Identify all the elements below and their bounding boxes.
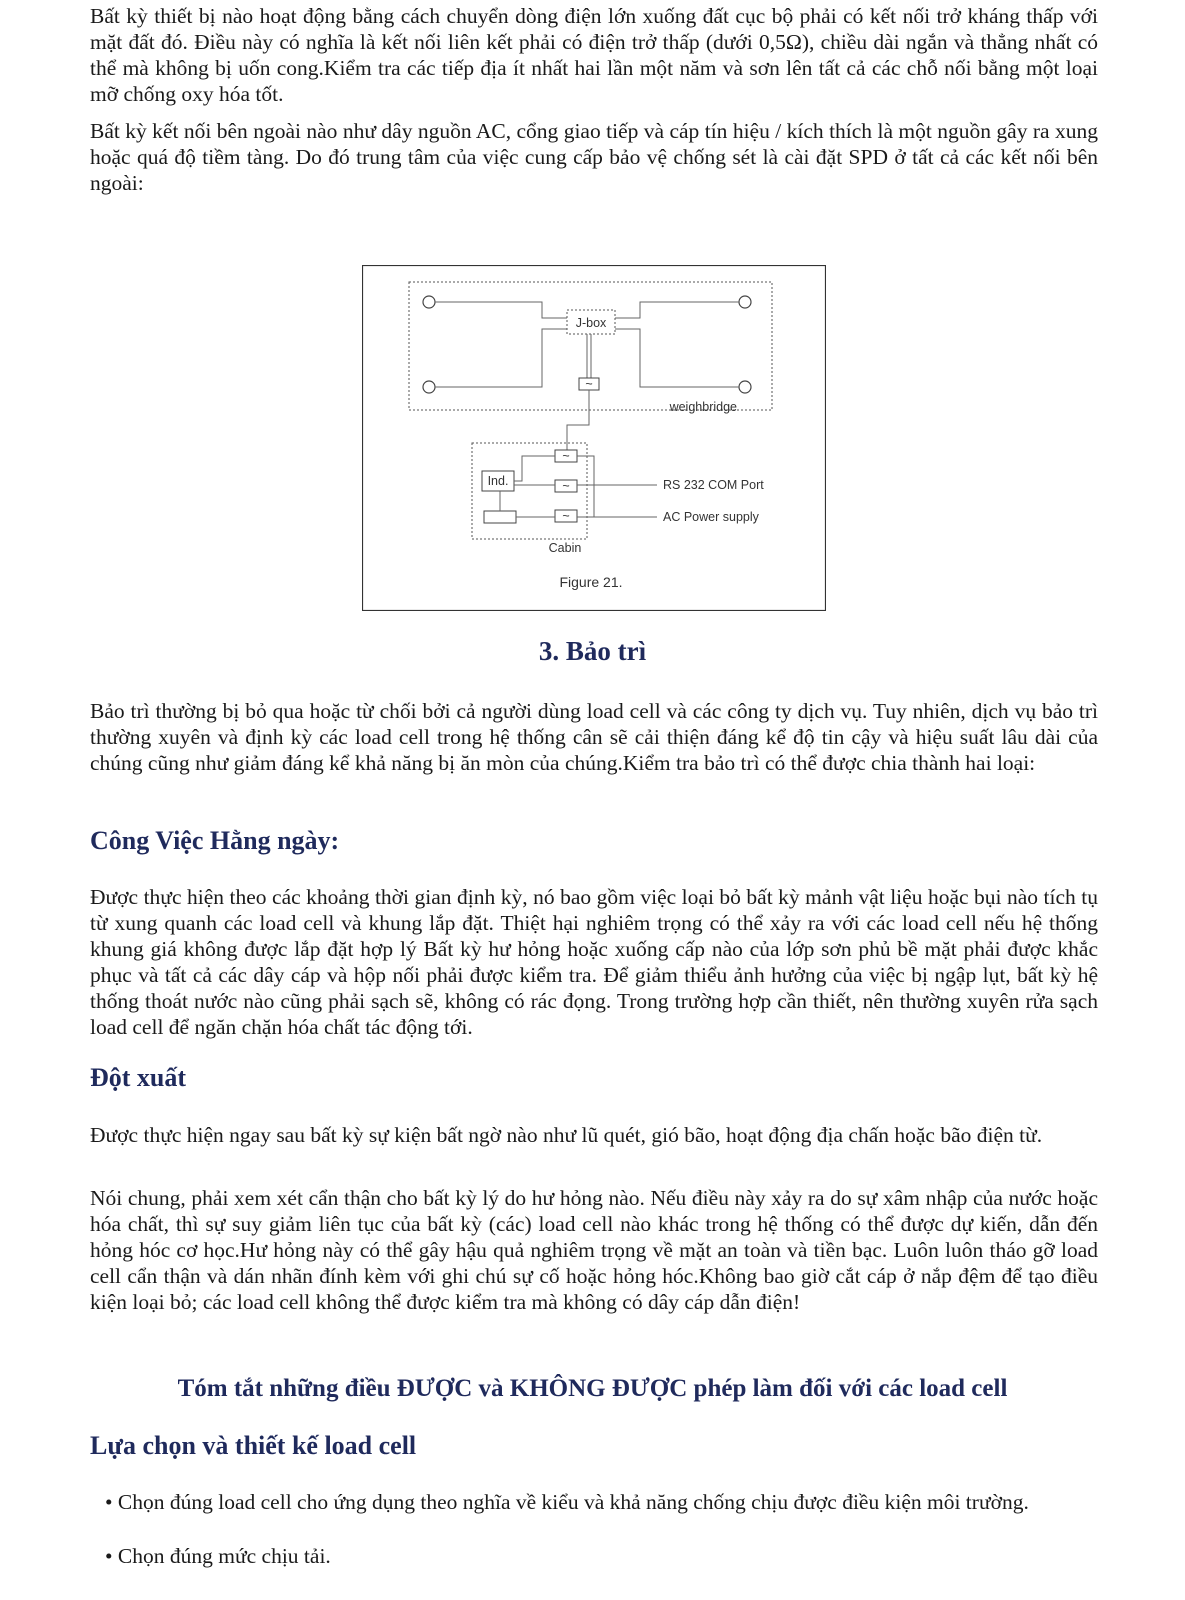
spd-symbol: ~	[562, 509, 570, 523]
figure-caption: Figure 21.	[559, 574, 623, 590]
paragraph-external-connections: Bất kỳ kết nối bên ngoài nào như dây nguồn AC, cổng giao tiếp và cáp tín hiệu / kích thích là một nguồn gây ra xung hoặc quá độ tiềm tàng. Do đó trung tâm của việc cung cấp bảo vệ chống sét là cài đặt SPD ở tất cả các kết nối bên ngoài:	[90, 119, 1098, 195]
jbox-label: J-box	[575, 316, 607, 330]
spd-symbol: ~	[562, 449, 570, 463]
load-cell-circle	[423, 296, 435, 308]
cabin-label: Cabin	[548, 541, 582, 555]
paragraph-damage-inspection: Nói chung, phải xem xét cẩn thận cho bất kỳ lý do hư hỏng nào. Nếu điều này xảy ra do sự xâm nhập của nước hoặc hóa chất, thì sự suy giảm liên tục của bất kỳ (các) load cell nào khác trong hệ thống có thể được dự kiến, dẫn đến hỏng hóc cơ học.Hư hỏng này có thể gây hậu quả nghiêm trọng về mặt an toàn và tiền bạc. Luôn luôn tháo gỡ load cell cẩn thận và dán nhãn đính kèm với ghi chú sự cố hoặc hỏng hóc.Không bao giờ cắt cáp ở nắp đệm để tạo điều kiện loại bỏ; các load cell không thể được kiểm tra mà không có dây cáp dẫn điện!	[90, 1186, 1098, 1314]
load-cell-circle	[423, 381, 435, 393]
bullet-item: • Chọn đúng load cell cho ứng dụng theo nghĩa về kiểu và khả năng chống chịu được điều kiện môi trường.	[105, 1490, 1029, 1514]
subheading-sudden: Đột xuất	[90, 1063, 187, 1092]
bullet-item: • Chọn đúng mức chịu tải.	[105, 1544, 331, 1568]
summary-heading: Tóm tắt những điều ĐƯỢC và KHÔNG ĐƯỢC phép làm đối với các load cell	[177, 1375, 1008, 1402]
power-box	[484, 511, 516, 523]
subheading-daily-work: Công Việc Hằng ngày:	[90, 826, 340, 855]
paragraph-sudden-events: Được thực hiện ngay sau bất kỳ sự kiện bất ngờ nào như lũ quét, gió bão, hoạt động địa chấn hoặc bão điện từ.	[90, 1123, 1043, 1147]
subheading-selection-design: Lựa chọn và thiết kế load cell	[90, 1431, 417, 1460]
section-heading-maintenance: 3. Bảo trì	[538, 636, 647, 666]
paragraph-grounding: Bất kỳ thiết bị nào hoạt động bằng cách chuyển dòng điện lớn xuống đất cục bộ phải có kết nối trở kháng thấp với mặt đất đó. Điều này có nghĩa là kết nối liên kết phải có điện trở thấp (dưới 0,5Ω), chiều dài ngắn và thẳng nhất có thể mà không bị uốn cong.Kiểm tra các tiếp địa ít nhất hai lần một năm và sơn lên tất cả các chỗ nối bằng một loại mỡ chống oxy hóa tốt.	[90, 4, 1098, 106]
load-cell-circle	[739, 381, 751, 393]
indicator-label: Ind.	[487, 474, 509, 488]
rs232-label: RS 232 COM Port	[663, 478, 764, 492]
spd-symbol: ~	[562, 479, 570, 493]
paragraph-daily-work: Được thực hiện theo các khoảng thời gian định kỳ, nó bao gồm việc loại bỏ bất kỳ mảnh vật liệu hoặc bụi nào tích tụ từ xung quanh các load cell và khung lắp đặt. Thiệt hại nghiêm trọng có thể xảy ra với các load cell nếu hệ thống khung giá không được lắp đặt hợp lý Bất kỳ hư hỏng hoặc xuống cấp nào của lớp sơn phủ bề mặt phải được khắc phục và tất cả các dây cáp và hộp nối phải được kiểm tra. Để giảm thiểu ảnh hưởng của việc bị ngập lụt, bất kỳ hệ thống thoát nước nào cũng phải sạch sẽ, không có rác đọng. Trong trường hợp cần thiết, nên thường xuyên rửa sạch load cell để ngăn chặn hóa chất tác động tới.	[90, 885, 1098, 1039]
paragraph-maintenance-intro: Bảo trì thường bị bỏ qua hoặc từ chối bởi cả người dùng load cell và các công ty dịch vụ. Tuy nhiên, dịch vụ bảo trì thường xuyên và định kỳ các load cell trong hệ thống cân sẽ cải thiện đáng kể độ tin cậy và hiệu suất lâu dài của chúng cũng như giảm đáng kể khả năng bị ăn mòn của chúng.Kiểm tra bảo trì có thể được chia thành hai loại:	[90, 699, 1098, 775]
load-cell-circle	[739, 296, 751, 308]
weighbridge-label: weighbridge	[669, 400, 737, 414]
spd-symbol: ~	[585, 377, 593, 391]
figure-21-diagram	[362, 265, 826, 611]
ac-power-label: AC Power supply	[663, 510, 759, 524]
